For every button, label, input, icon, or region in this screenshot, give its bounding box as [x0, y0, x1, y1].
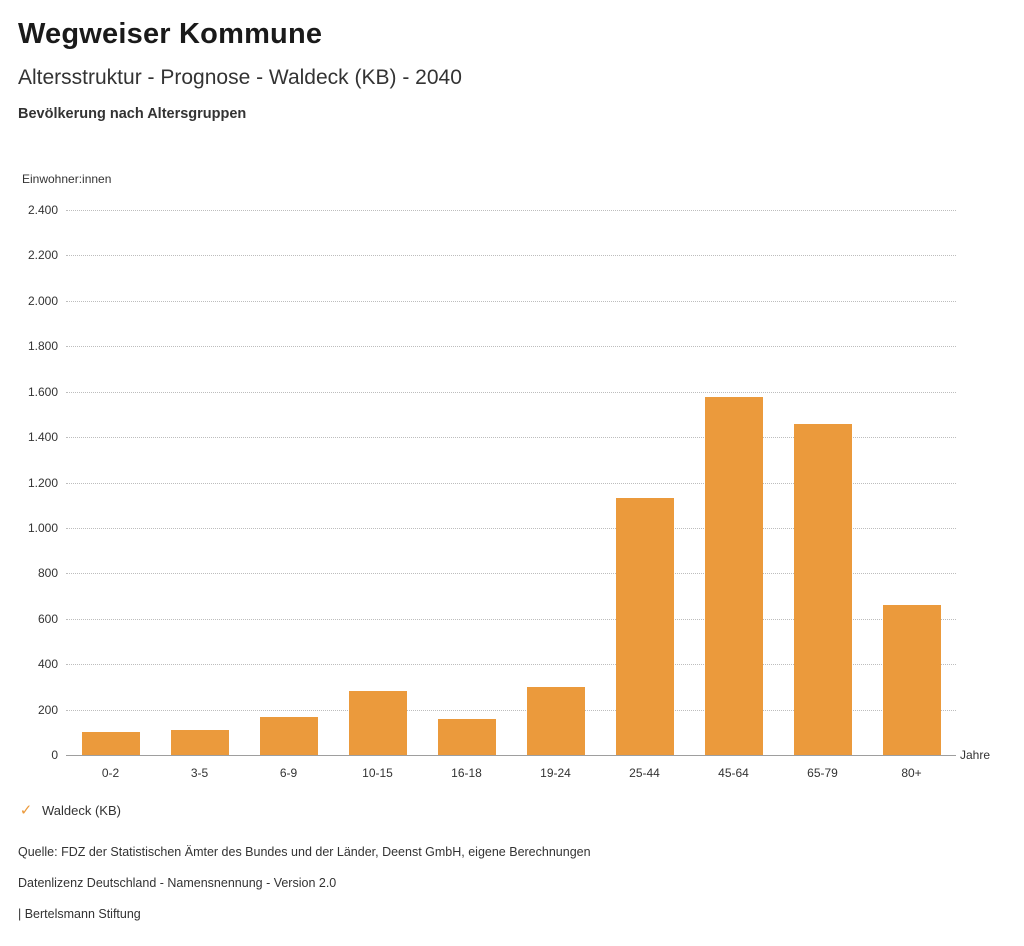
bar[interactable]	[883, 605, 941, 755]
x-axis-tick-label: 25-44	[629, 766, 660, 780]
y-axis-tick-label: 800	[37, 566, 58, 581]
y-axis-title: Einwohner:innen	[22, 172, 112, 186]
y-axis-tick-label: 400	[37, 657, 58, 672]
y-axis-tick-label: 1.400	[27, 430, 58, 445]
x-axis-tick-label: 16-18	[451, 766, 482, 780]
y-axis-tick-label: 0	[51, 748, 58, 762]
bar[interactable]	[349, 691, 407, 755]
y-axis-tick-label: 2.200	[27, 248, 58, 263]
chart-subtitle: Altersstruktur - Prognose - Waldeck (KB) - 2040	[18, 66, 462, 89]
x-axis-tick-label: 65-79	[807, 766, 838, 780]
x-axis-tick-label: 0-2	[101, 766, 120, 780]
y-axis-tick-label: 200	[37, 702, 58, 717]
chart-section-label: Bevölkerung nach Altersgruppen	[18, 106, 247, 122]
bar[interactable]	[171, 730, 229, 755]
x-axis-tick-label: 45-64	[718, 766, 749, 780]
bar[interactable]	[705, 397, 763, 755]
check-icon: ✓	[19, 802, 33, 819]
bar[interactable]	[438, 719, 496, 755]
gridline	[66, 346, 956, 347]
y-axis-tick-label: 2.000	[27, 293, 58, 308]
footnote-publisher: | Bertelsmann Stiftung	[18, 907, 141, 921]
gridline	[66, 255, 956, 256]
x-axis-tick-label: 3-5	[190, 766, 209, 780]
gridline	[66, 392, 956, 393]
legend-item-label: Waldeck (KB)	[42, 803, 121, 818]
x-axis-title: Jahre	[960, 748, 991, 762]
y-axis-tick-label: 600	[37, 611, 58, 626]
y-axis-tick-label: 1.800	[27, 339, 58, 354]
y-axis-tick-label: 2.400	[27, 203, 58, 217]
x-axis-line	[66, 755, 956, 756]
bar[interactable]	[82, 732, 140, 755]
chart-legend[interactable]	[18, 803, 121, 818]
y-axis-tick-label: 1.600	[27, 384, 58, 399]
bar[interactable]	[794, 424, 852, 755]
y-axis-tick-label: 1.200	[27, 475, 58, 490]
gridline	[66, 301, 956, 302]
footnote-source: Quelle: FDZ der Statistischen Ämter des Bundes und der Länder, Deenst GmbH, eigene Berechnungen	[18, 845, 591, 859]
y-axis-tick-label: 1.000	[27, 520, 58, 535]
page-title: Wegweiser Kommune	[18, 18, 323, 50]
bar[interactable]	[616, 498, 674, 755]
bar[interactable]	[527, 687, 585, 755]
plot-area	[27, 203, 956, 780]
x-axis-tick-label: 80+	[901, 766, 922, 780]
x-axis-tick-label: 19-24	[540, 766, 571, 780]
footnote-license: Datenlizenz Deutschland - Namensnennung - Version 2.0	[18, 876, 337, 890]
bar[interactable]	[260, 717, 318, 755]
x-axis-tick-label: 6-9	[279, 766, 298, 780]
x-axis-tick-label: 10-15	[362, 766, 393, 780]
gridline	[66, 210, 956, 211]
